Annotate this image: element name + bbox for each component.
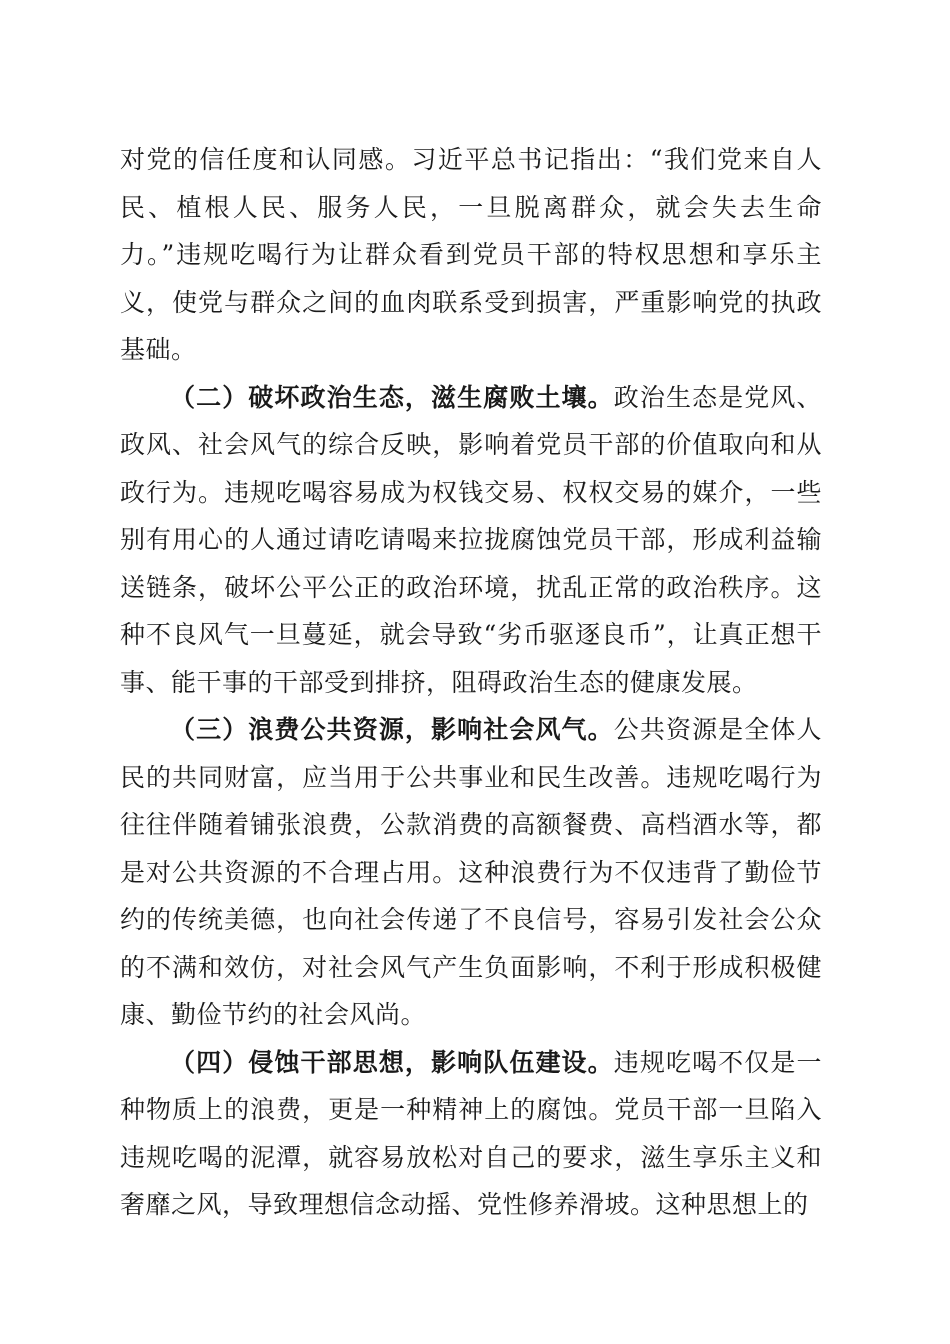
paragraph-2-text: 政治生态是党风、政风、社会风气的综合反映，影响着党员干部的价值取向和从政行为。违规吃喝容易成为权钱交易、权权交易的媒介，一些别有用心的人通过请吃请喝来拉拢腐蚀党员干部，形成利益输送链条，破坏公平公正的政治环境，扰乱正常的政治秩序。这种不良风气一旦蔓延，就会导致“劣币驱逐良币”，让真正想干事、能干事的干部受到排挤，阻碍政治生态的健康发展。 (120, 382, 822, 697)
paragraph-4-heading: （四）侵蚀干部思想，影响队伍建设。 (170, 1047, 614, 1077)
paragraph-2-heading: （二）破坏政治生态，滋生腐败土壤。 (170, 382, 614, 412)
paragraph-4 (120, 1039, 822, 1229)
paragraph-3 (120, 706, 822, 1039)
paragraph-1-text: 对党的信任度和认同感。习近平总书记指出：“我们党来自人民、植根人民、服务人民，一旦脱离群众，就会失去生命力。”违规吃喝行为让群众看到党员干部的特权思想和享乐主义，使党与群众之间的血肉联系受到损害，严重影响党的执政基础。 (120, 145, 822, 364)
paragraph-4-text: 违规吃喝不仅是一种物质上的浪费，更是一种精神上的腐蚀。党员干部一旦陷入违规吃喝的泥潭，就容易放松对自己的要求，滋生享乐主义和奢靡之风，导致理想信念动摇、党性修养滑坡。这种思想上的 (120, 1047, 822, 1219)
paragraph-2 (120, 374, 822, 707)
paragraph-3-heading: （三）浪费公共资源，影响社会风气。 (170, 715, 614, 744)
paragraph-1 (120, 136, 822, 374)
paragraph-3-text: 公共资源是全体人民的共同财富，应当用于公共事业和民生改善。违规吃喝行为往往伴随着铺张浪费，公款消费的高额餐费、高档酒水等，都是对公共资源的不合理占用。这种浪费行为不仅违背了勤俭节约的传统美德，也向社会传递了不良信号，容易引发社会公众的不满和效仿，对社会风气产生负面影响，不利于形成积极健康、勤俭节约的社会风尚。 (120, 715, 822, 1029)
document-body (120, 136, 822, 1229)
